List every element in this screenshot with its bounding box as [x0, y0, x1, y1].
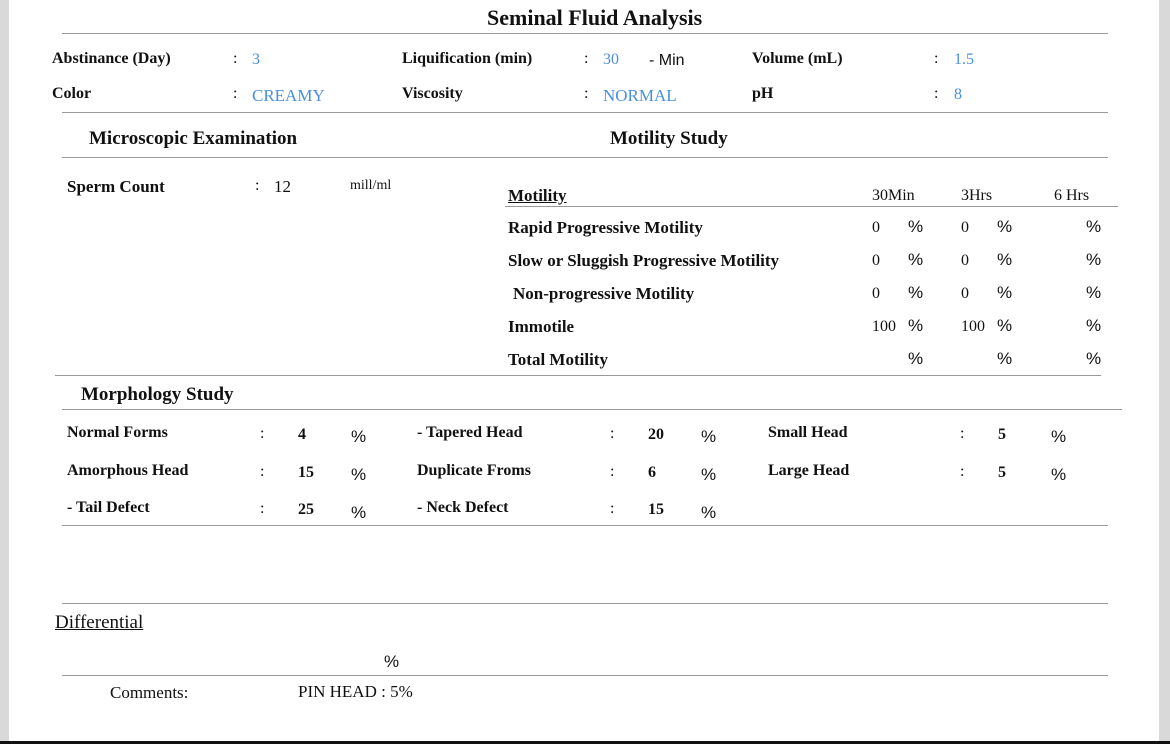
colon: :	[960, 463, 965, 480]
morphology-value: 15	[298, 464, 314, 481]
percent-sign: %	[1086, 217, 1102, 236]
colon: :	[233, 85, 238, 102]
morphology-label: Large Head	[768, 462, 850, 479]
percent-sign: %	[997, 349, 1013, 368]
sperm-count-value: 12	[274, 177, 291, 196]
percent-sign: %	[1086, 316, 1102, 335]
divider	[55, 375, 1101, 376]
divider	[62, 409, 1122, 410]
ph-label: pH	[752, 85, 774, 102]
colon: :	[610, 425, 615, 442]
motility-value-30min: 100	[872, 318, 896, 335]
colon: :	[610, 500, 615, 517]
liquification-unit: - Min	[649, 52, 685, 69]
motility-row-label: Non-progressive Motility	[513, 284, 695, 303]
motility-row-label: Slow or Sluggish Progressive Motility	[508, 251, 780, 270]
percent-sign: %	[1086, 349, 1102, 368]
colon: :	[960, 425, 965, 442]
percent-sign: %	[997, 316, 1013, 335]
percent-sign: %	[1051, 465, 1067, 484]
morphology-label: Amorphous Head	[67, 462, 189, 479]
comments-value: PIN HEAD : 5%	[298, 682, 413, 701]
comments-label: Comments:	[110, 683, 189, 702]
percent-sign: %	[1086, 250, 1102, 269]
percent-sign: %	[701, 427, 717, 446]
colon: :	[233, 50, 238, 67]
report-title: Seminal Fluid Analysis	[487, 5, 703, 30]
morphology-value: 5	[998, 464, 1006, 481]
morphology-value: 6	[648, 464, 656, 481]
motility-value-30min: 0	[872, 285, 880, 302]
morphology-value: 4	[298, 426, 306, 443]
motility-row-label: Immotile	[508, 317, 575, 336]
morphology-label: Duplicate Froms	[417, 462, 531, 479]
colon: :	[934, 85, 939, 102]
percent-sign: %	[908, 283, 924, 302]
percent-sign: %	[908, 316, 924, 335]
divider	[62, 112, 1108, 113]
morphology-label: Normal Forms	[67, 424, 168, 441]
volume-value: 1.5	[954, 51, 974, 68]
morphology-label: - Tail Defect	[67, 499, 150, 516]
sperm-count-unit: mill/ml	[350, 178, 392, 193]
percent-sign: %	[701, 465, 717, 484]
morphology-heading: Morphology Study	[81, 384, 234, 405]
motility-row-label: Rapid Progressive Motility	[508, 218, 703, 237]
period-header: 3Hrs	[961, 187, 993, 204]
motility-value-3hrs: 0	[961, 252, 969, 269]
volume-label: Volume (mL)	[752, 50, 843, 67]
microscopic-heading: Microscopic Examination	[89, 128, 298, 149]
divider	[62, 33, 1108, 34]
percent-sign: %	[908, 217, 924, 236]
motility-value-3hrs: 100	[961, 318, 985, 335]
percent-sign: %	[1051, 427, 1067, 446]
motility-value-30min: 0	[872, 252, 880, 269]
percent-sign: %	[997, 283, 1013, 302]
motility-value-3hrs: 0	[961, 285, 969, 302]
percent-sign: %	[351, 427, 367, 446]
color-label: Color	[52, 85, 92, 102]
divider	[62, 603, 1108, 604]
divider	[62, 675, 1108, 676]
morphology-label: - Neck Defect	[417, 499, 509, 516]
sperm-count-label: Sperm Count	[67, 177, 165, 196]
colon: :	[584, 85, 589, 102]
percent-sign: %	[384, 652, 400, 671]
percent-sign: %	[908, 250, 924, 269]
morphology-value: 20	[648, 426, 664, 443]
color-value: CREAMY	[252, 86, 325, 105]
percent-sign: %	[1086, 283, 1102, 302]
viscosity-value: NORMAL	[603, 86, 677, 105]
percent-sign: %	[701, 503, 717, 522]
period-header: 30Min	[872, 187, 915, 204]
divider	[62, 157, 1108, 158]
percent-sign: %	[351, 465, 367, 484]
motility-value-3hrs: 0	[961, 219, 969, 236]
colon: :	[260, 463, 265, 480]
liquification-value: 30	[603, 51, 619, 68]
divider	[505, 206, 1118, 207]
abstinence-label: Abstinance (Day)	[52, 50, 171, 67]
colon: :	[610, 463, 615, 480]
motility-heading: Motility Study	[610, 128, 728, 149]
differential-heading: Differential	[55, 612, 144, 633]
morphology-label: Small Head	[768, 424, 848, 441]
morphology-value: 25	[298, 501, 314, 518]
liquification-label: Liquification (min)	[402, 50, 533, 67]
colon: :	[260, 425, 265, 442]
morphology-value: 15	[648, 501, 664, 518]
divider	[62, 525, 1108, 526]
motility-column-header: Motility	[508, 186, 567, 205]
morphology-value: 5	[998, 426, 1006, 443]
morphology-label: - Tapered Head	[417, 424, 523, 441]
percent-sign: %	[997, 217, 1013, 236]
colon: :	[255, 177, 260, 194]
period-header: 6 Hrs	[1054, 187, 1090, 204]
percent-sign: %	[908, 349, 924, 368]
percent-sign: %	[997, 250, 1013, 269]
colon: :	[260, 500, 265, 517]
colon: :	[934, 50, 939, 67]
motility-row-label: Total Motility	[508, 350, 608, 369]
viscosity-label: Viscosity	[402, 85, 463, 102]
percent-sign: %	[351, 503, 367, 522]
motility-value-30min: 0	[872, 219, 880, 236]
ph-value: 8	[954, 86, 962, 103]
abstinence-value: 3	[252, 51, 260, 68]
colon: :	[584, 50, 589, 67]
